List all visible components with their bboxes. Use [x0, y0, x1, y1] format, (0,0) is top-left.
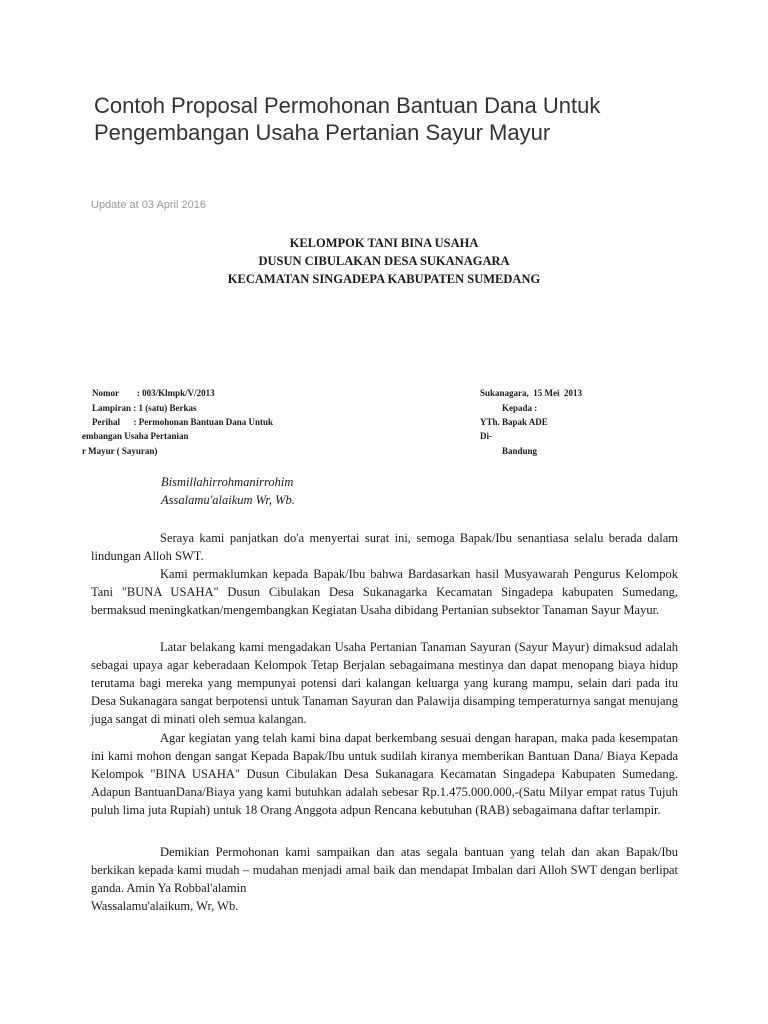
- recipient-city: Bandung: [502, 446, 538, 456]
- letterhead-line-1: KELOMPOK TANI BINA USAHA: [289, 236, 479, 250]
- meta-nomor: Nomor : 003/Klmpk/V/2013: [92, 388, 215, 398]
- greeting-bismillah: Bismillahirrohmanirrohim: [161, 475, 294, 489]
- update-date: Update at 03 April 2016: [91, 199, 206, 211]
- paragraph-3: Latar belakang kami mengadakan Usaha Pertanian Tanaman Sayuran (Sayur Mayur) dimaksud adalah sebagai upaya agar keberadaan Kelompok Tetap Berjalan sebagaimana mestinya dan dapat menopang biaya hidup terutama bagi mereka yang mempunyai potensi dari kalangan keluarga yang kurang mampu, selain dari pada itu Desa Sukanagara sangat berpotensi untuk Tanaman Sayuran dan Palawija disamping temperaturnya sangat menujang juga sangat di minati oleh semua kalangan.: [91, 640, 678, 726]
- recipient-kepada: Kepada :: [502, 403, 538, 413]
- meta-lampiran: Lampiran : 1 (satu) Berkas: [92, 403, 197, 413]
- page-title: Contoh Proposal Permohonan Bantuan Dana Untuk Pengembangan Usaha Pertanian Sayur Mayur: [94, 93, 601, 145]
- paragraph-1: Seraya kami panjatkan do'a menyertai surat ini, semoga Bapak/Ibu senantiasa selalu berada dalam lindungan Alloh SWT.: [91, 531, 678, 563]
- recipient-di: Di-: [480, 431, 492, 441]
- letterhead-line-2: DUSUN CIBULAKAN DESA SUKANAGARA: [258, 254, 510, 268]
- meta-perihal: Perihal : Permohonan Bantuan Dana Untuk: [92, 417, 274, 427]
- letterhead-line-3: KECAMATAN SINGADEPA KABUPATEN SUMEDANG: [227, 272, 541, 286]
- letter-date: Sukanagara, 15 Mei 2013: [480, 388, 583, 398]
- meta-perihal-cont-2: r Mayur ( Sayuran): [82, 446, 158, 456]
- paragraph-2: Kami permaklumkan kepada Bapak/Ibu bahwa Bardasarkan hasil Musyawarah Pengurus Kelompok Tani "BUNA USAHA" Dusun Cibulakan Desa Sukanagarka Kecamatan Singadepa kabupaten Sumedang, bermaksud meningkatkan/mengembangkan Kegiatan Usaha dibidang Pertanian subsektor Tanaman Sayur Mayur.: [91, 567, 678, 617]
- closing-salam: Wassalamu'alaikum, Wr, Wb.: [91, 899, 239, 913]
- greeting-salam: Assalamu'alaikum Wr, Wb.: [161, 493, 295, 507]
- recipient-name: YTh. Bapak ADE: [480, 417, 548, 427]
- paragraph-4: Agar kegiatan yang telah kami bina dapat berkembang sesuai dengan harapan, maka pada kesempatan ini kami mohon dengan sangat Kepada Bapak/Ibu untuk sudilah kiranya memberikan Bantuan Dana/ Biaya Kepada Kelompok "BINA USAHA" Dusun Cibulakan Desa Sukanagara Kecamatan Singadepa Kabupaten Sumedang. Adapun BantuanDana/Biaya yang kami butuhkan adalah sebesar Rp.1.475.000.000,-(Satu Milyar empat ratus Tujuh puluh lima juta Rupiah) untuk 18 Orang Anggota adpun Rencana kebutuhan (RAB) sebagaimana daftar terlampir.: [91, 731, 678, 817]
- meta-perihal-cont-1: embangan Usaha Pertanian: [82, 431, 189, 441]
- paragraph-5: Demikian Permohonan kami sampaikan dan atas segala bantuan yang telah dan akan Bapak/Ibu berkikan kepada kami mudah – mudahan menjadi amal baik dan mendapat Imbalan dari Alloh SWT dengan berlipat ganda. Amin Ya Robbal'alamin: [91, 845, 678, 895]
